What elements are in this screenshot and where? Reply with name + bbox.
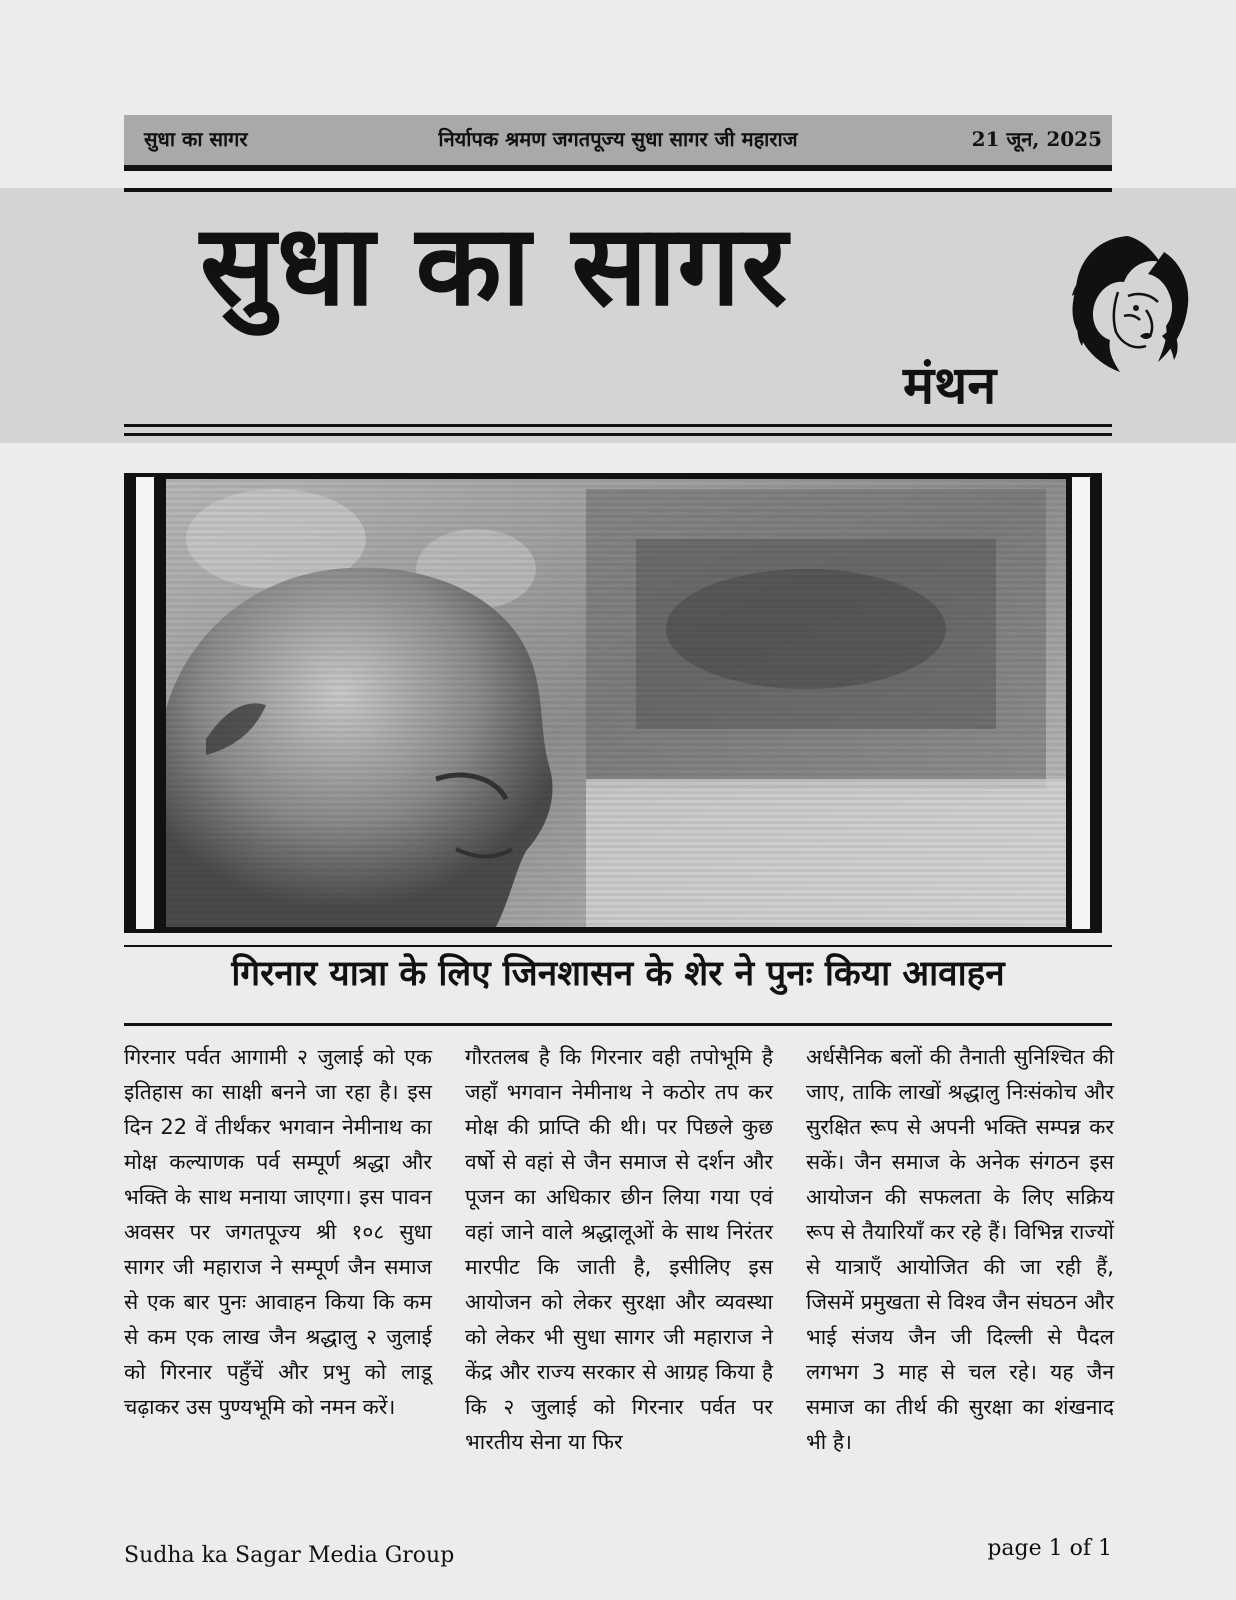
masthead-top-rule — [124, 188, 1112, 192]
divider — [124, 424, 1112, 427]
film-edge-right — [1068, 477, 1094, 929]
divider — [124, 433, 1112, 436]
header-bar — [124, 115, 1112, 171]
article-column-2: गौरतलब है कि गिरनार वही तपोभूमि है जहाँ भगवान नेमीनाथ ने कठोर तप कर मोक्ष की प्राप्ति की थी। पर पिछले कुछ वर्षो से वहां से जैन समाज से दर्शन और पूजन का अधिकार छीन लिया गया एवं वहां जाने वाले श्रद्धालूओं के साथ निरंतर मारपीट कि जाती है, इसीलिए इस आयोजन को लेकर सुरक्षा और व्यवस्था को लेकर भी सुधा सागर जी महाराज ने केंद्र और राज्य सरकार से आग्रह किया है कि २ जुलाई को गिरनार पर्वत पर भारतीय सेना या फिर — [465, 1045, 773, 1454]
header-paper-name: सुधा का सागर — [144, 127, 248, 151]
film-edge-left — [132, 477, 158, 929]
masthead-title: सुधा का सागर — [200, 201, 789, 331]
header-tagline: निर्यापक श्रमण जगतपूज्य सुधा सागर जी महाराज — [438, 127, 798, 151]
article-column-3: अर्धसैनिक बलों की तैनाती सुनिश्चित की जाए, ताकि लाखों श्रद्धालु निःसंकोच और सुरक्षित रूप से अपनी भक्ति सम्पन्न कर सकें। जैन समाज के अनेक संगठन इस आयोजन की सफलता के लिए सक्रिय रूप से तैयारियाँ कर रहे हैं। विभिन्न राज्यों से यात्राएँ आयोजित की जा रही हैं, जिसमें प्रमुखता से विश्व जैन संघठन और भाई संजय जैन जी दिल्ली से पैदल लगभग 3 माह से चल रहे। यह जैन समाज का तीर्थ की सुरक्षा का शंखनाद भी है। — [806, 1045, 1114, 1454]
lion-head-icon — [1068, 232, 1192, 376]
monk-photo — [166, 479, 1066, 927]
divider — [124, 945, 1112, 947]
header-date: 21 जून, 2025 — [971, 127, 1102, 151]
publisher-name: Sudha ka Sagar Media Group — [124, 1543, 455, 1568]
lead-photo-frame — [124, 473, 1102, 933]
article-headline: गिरनार यात्रा के लिए जिनशासन के शेर ने पुनः किया आवाहन — [231, 954, 1005, 994]
article-column-1: गिरनार पर्वत आगामी २ जुलाई को एक इतिहास का साक्षी बनने जा रहा है। इस दिन 22 वें तीर्थंकर भगवान नेमीनाथ का मोक्ष कल्याणक पर्व सम्पूर्ण श्रद्धा और भक्ति के साथ मनाया जाएगा। इस पावन अवसर पर जगतपूज्य श्री १०८ सुधा सागर जी महाराज ने सम्पूर्ण जैन समाज से एक बार पुनः आवाहन किया कि कम से कम एक लाख जैन श्रद्धालु २ जुलाई को गिरनार पहुँचें और प्रभु को लाडू चढ़ाकर उस पुण्यभूमि को नमन करें। — [124, 1045, 432, 1419]
page-number: page 1 of 1 — [987, 1536, 1112, 1561]
divider — [124, 1023, 1112, 1026]
masthead-subtitle: मंथन — [903, 356, 997, 416]
